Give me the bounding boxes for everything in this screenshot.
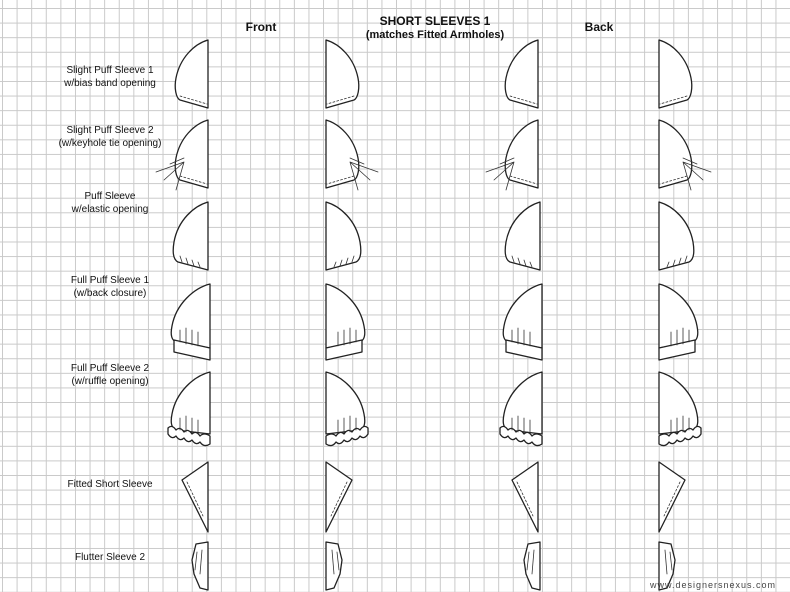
sleeve-full-puff-1-back-right [655,282,701,362]
sleeve-puff-back-left [502,200,544,272]
row-label-slight-puff-2: Slight Puff Sleeve 2 (w/keyhole tie opening) [58,125,162,149]
sleeve-flutter-2-front-left [190,540,212,592]
sleeve-flutter-2-back-left [522,540,544,592]
back-column-header: Back [584,20,614,34]
sleeve-full-puff-1-front-left [168,282,214,362]
sleeve-fitted-short-front-left [178,460,212,536]
sleeve-slight-puff-1-front-left [172,38,212,110]
sleeve-flutter-2-front-right [322,540,344,592]
row-label-full-puff-2: Full Puff Sleeve 2 (w/ruffle opening) [70,363,150,387]
sleeve-full-puff-2-back-left [492,370,546,452]
page-title [350,14,520,42]
sleeve-slight-puff-2-front-left [150,118,212,196]
sleeve-slight-puff-2-front-right [322,118,384,196]
footer-url: www.designersnexus.com [649,580,776,590]
sleeve-fitted-short-back-left [508,460,542,536]
title-main: SHORT SLEEVES 1 [379,14,491,28]
sleeve-slight-puff-1-front-right [322,38,362,110]
sleeve-puff-front-left [170,200,212,272]
sleeve-slight-puff-2-back-left [480,118,542,196]
row-label-puff-sleeve: Puff Sleeve w/elastic opening [71,191,149,215]
sleeve-fitted-short-front-right [322,460,356,536]
sleeve-puff-front-right [322,200,364,272]
sleeve-full-puff-2-front-left [160,370,214,452]
row-label-slight-puff-1: Slight Puff Sleeve 1 w/bias band opening [64,65,156,89]
sleeve-slight-puff-1-back-left [502,38,542,110]
title-subtitle: (matches Fitted Armholes) [365,29,505,41]
sleeve-slight-puff-1-back-right [655,38,695,110]
row-label-full-puff-1: Full Puff Sleeve 1 (w/back closure) [70,275,150,299]
sleeve-full-puff-1-front-right [322,282,368,362]
sleeve-full-puff-2-back-right [655,370,709,452]
front-column-header: Front [245,20,277,34]
sleeve-fitted-short-back-right [655,460,689,536]
row-label-fitted-short: Fitted Short Sleeve [67,479,153,490]
sleeve-full-puff-2-front-right [322,370,376,452]
sleeve-slight-puff-2-back-right [655,118,717,196]
row-label-flutter-2: Flutter Sleeve 2 [74,552,146,563]
sleeve-puff-back-right [655,200,697,272]
sleeve-full-puff-1-back-left [500,282,546,362]
